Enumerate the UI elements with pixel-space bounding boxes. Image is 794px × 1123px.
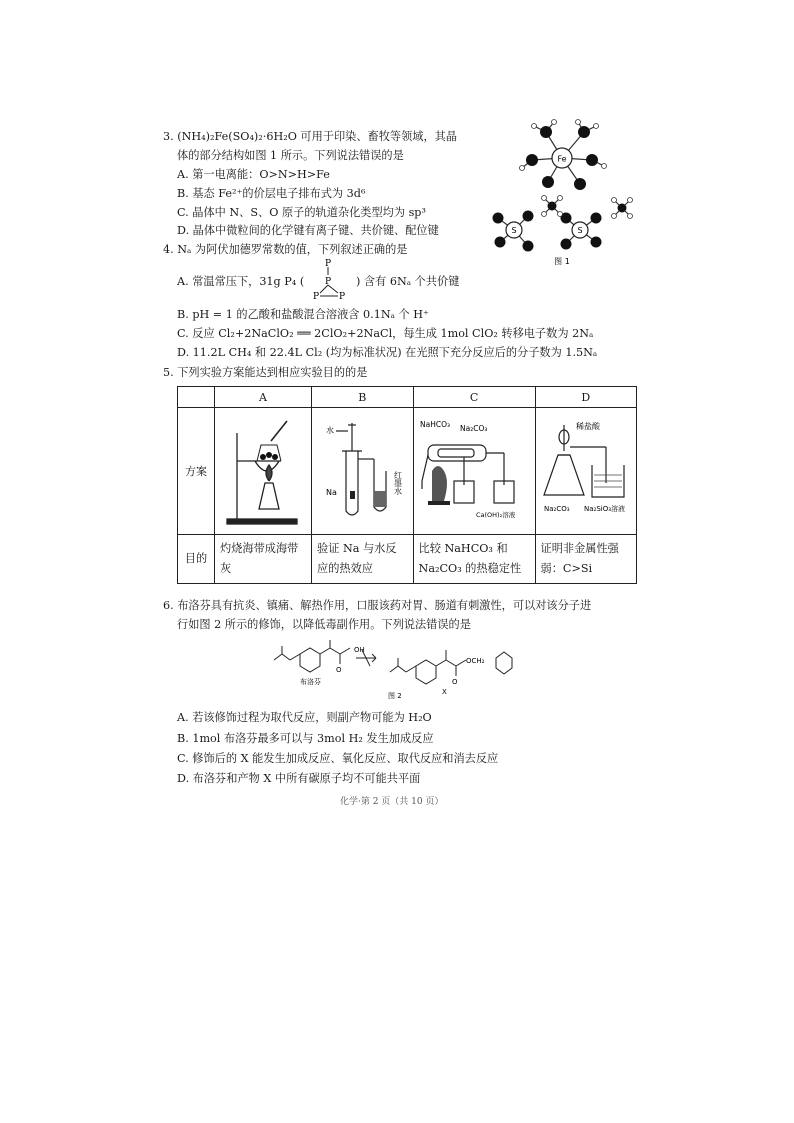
purpose-c: 比较 NaHCO₃ 和 Na₂CO₃ 的热稳定性: [413, 535, 535, 584]
p-atom-right: P: [338, 292, 346, 301]
label-na: Na: [326, 487, 338, 497]
label-ibuprofen: 布洛芬: [300, 678, 321, 686]
q3-option-c: C. 晶体中 N、S、O 原子的轨道杂化类型均为 sp³: [177, 206, 426, 219]
q4-stem: 4. Nₐ 为阿伏加德罗常数的值，下列叙述正确的是: [163, 243, 408, 256]
apparatus-d: [535, 408, 636, 535]
p-atom-left: P: [312, 292, 320, 301]
col-header-a: A: [215, 387, 312, 408]
table-corner: [178, 387, 215, 408]
label-x: X: [442, 688, 447, 696]
q5-experiment-table: [177, 386, 637, 584]
na-water-u-tube-apparatus: [312, 411, 412, 529]
p-atom-mid: P: [324, 277, 332, 287]
col-header-b: B: [312, 387, 414, 408]
label-na2co3-c: Na₂CO₃: [460, 423, 488, 433]
row-label-scheme: 方案: [178, 408, 215, 535]
thermal-stability-apparatus: [414, 411, 534, 529]
col-header-c: C: [413, 387, 535, 408]
purpose-a: 灼烧海带成海带灰: [215, 535, 312, 584]
q3-option-a: A. 第一电离能：O>N>H>Fe: [177, 168, 330, 181]
label-och2: OCH₂: [466, 657, 485, 665]
label-limewater: Ca(OH)₂溶液: [476, 510, 516, 519]
apparatus-c: [413, 408, 535, 535]
q3-option-b: B. 基态 Fe²⁺的价层电子排布式为 3d⁶: [177, 187, 366, 200]
q4-option-a-pre: A. 常温常压下，31g P₄ (: [177, 275, 305, 288]
fe-atom-label: Fe: [557, 154, 567, 164]
q3-stem-line2: 体的部分结构如图 1 所示。下列说法错误的是: [177, 149, 404, 162]
q4-option-d: D. 11.2L CH₄ 和 22.4L Cl₂ (均为标准状况) 在光照下充分反应后的分子数为 1.5Nₐ: [177, 346, 598, 359]
q6-option-b: B. 1mol 布洛芬最多可以与 3mol H₂ 发生加成反应: [177, 732, 434, 745]
label-oh: OH: [354, 646, 365, 654]
purpose-d: 证明非金属性强弱：C>Si: [535, 535, 636, 584]
label-water: 水: [326, 425, 335, 435]
acid-carbonate-silicate-apparatus: [536, 411, 636, 529]
s-atom-label-left: S: [511, 226, 517, 235]
q4-option-b: B. pH = 1 的乙酸和盐酸混合溶液含 0.1Nₐ 个 H⁺: [177, 308, 429, 321]
p-atom-top: P: [324, 259, 332, 269]
q6-stem-line2: 行如图 2 所示的修饰，以降低毒副作用。下列说法错误的是: [177, 618, 471, 631]
q5-stem: 5. 下列实验方案能达到相应实验目的的是: [163, 366, 368, 379]
q3-stem-line1: 3. (NH₄)₂Fe(SO₄)₂·6H₂O 可用于印染、畜牧等领域，其晶: [163, 130, 458, 143]
col-header-d: D: [535, 387, 636, 408]
p4-molecule-icon: [310, 257, 350, 301]
figure-2-ibuprofen: [270, 632, 530, 700]
label-red-ink: 红墨水: [393, 470, 403, 495]
q6-stem-line1: 6. 布洛芬具有抗炎、镇痛、解热作用，口服该药对胃、肠道有刺激性，可以对该分子进: [163, 599, 592, 612]
figure-1-crystal: [488, 118, 648, 268]
label-na2co3-d: Na₂CO₃: [543, 504, 570, 513]
label-nahco3: NaHCO₃: [420, 419, 451, 429]
page-footer: 化学·第 2 页（共 10 页）: [340, 797, 444, 807]
apparatus-b: [312, 408, 414, 535]
label-o-right: O: [452, 678, 458, 686]
label-na2sio3: Na₂SiO₃溶液: [583, 504, 625, 513]
figure-2-caption: 图 2: [388, 692, 402, 700]
label-o-left: O: [336, 666, 342, 674]
figure-1-caption: 图 1: [554, 257, 570, 266]
q4-option-c: C. 反应 Cl₂+2NaClO₂ ══ 2ClO₂+2NaCl，每生成 1mol ClO₂ 转移电子数为 2Nₐ: [177, 327, 594, 340]
label-dilute-hcl: 稀盐酸: [575, 421, 600, 431]
s-atom-label-right: S: [577, 226, 583, 235]
q6-option-d: D. 布洛芬和产物 X 中所有碳原子均不可能共平面: [177, 772, 421, 785]
q3-option-d: D. 晶体中微粒间的化学键有离子键、共价键、配位键: [177, 224, 439, 237]
q6-option-c: C. 修饰后的 X 能发生加成反应、氧化反应、取代反应和消去反应: [177, 752, 499, 765]
q6-option-a: A. 若该修饰过程为取代反应，则副产物可能为 H₂O: [177, 711, 432, 724]
apparatus-a: [215, 408, 312, 535]
q4-option-a-post: ) 含有 6Nₐ 个共价键: [356, 275, 460, 288]
row-label-purpose: 目的: [178, 535, 215, 584]
crucible-burner-apparatus: [215, 411, 311, 529]
purpose-b: 验证 Na 与水反应的热效应: [312, 535, 414, 584]
